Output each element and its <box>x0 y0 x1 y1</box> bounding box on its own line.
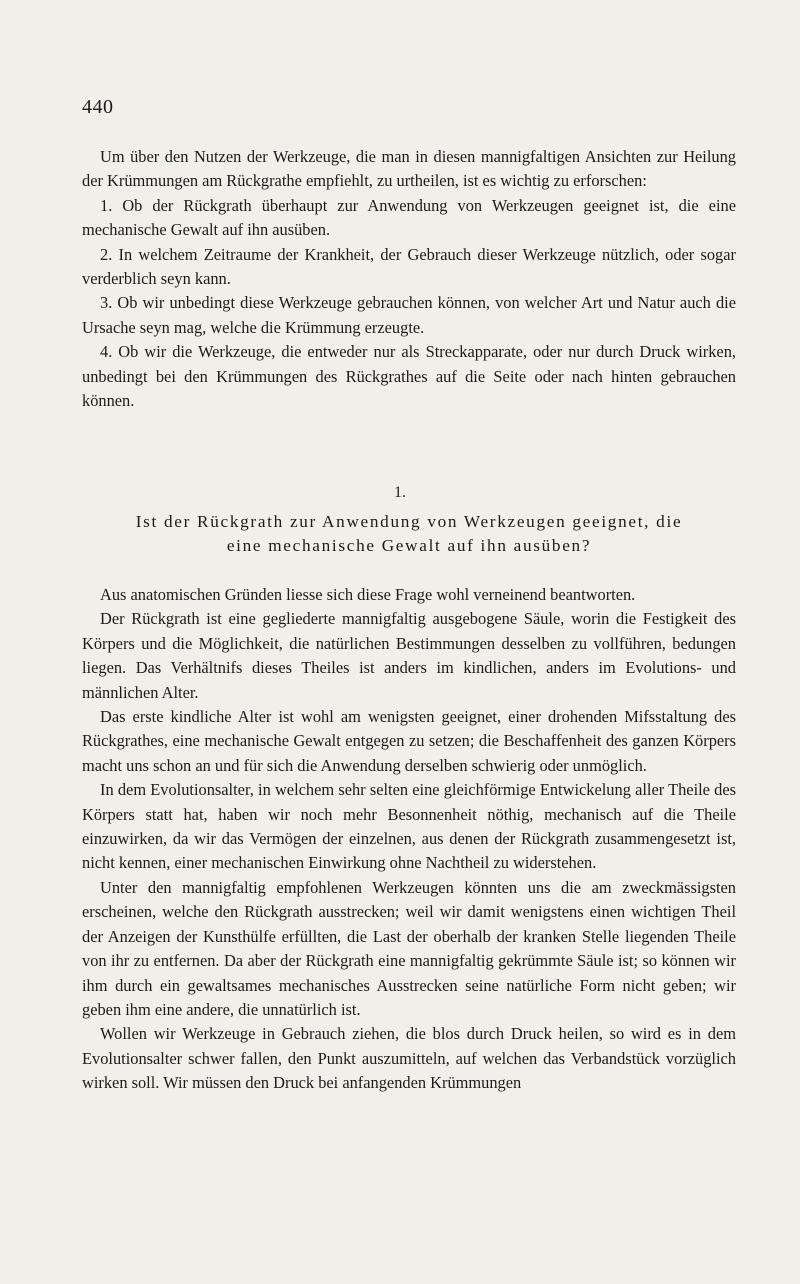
question-item-4: 4. Ob wir die Werkzeuge, die entweder nur als Streckapparate, oder nur durch Druck wirken, unbedingt bei den Krümmungen des Rückgrathes auf die Seite oder nach hinten gebrauchen können. <box>82 342 736 411</box>
intro-paragraph: Um über den Nutzen der Werkzeuge, die man in diesen mannigfaltigen Ansichten zur Heilung der Krümmungen am Rückgrathe empfiehlt, zu urtheilen, ist es wichtig zu erforschen: <box>82 147 736 191</box>
body-paragraph: Aus anatomischen Gründen liesse sich diese Frage wohl verneinend beantworten. <box>100 585 636 604</box>
question-item-1: 1. Ob der Rückgrath überhaupt zur Anwendung von Werkzeugen geeignet ist, die eine mechanische Gewalt auf ihn ausüben. <box>82 195 736 240</box>
body-paragraph: Das erste kindliche Alter ist wohl am wenigsten geeignet, einer drohenden Mifsstaltung des Rückgrathes, eine mechanische Gewalt entgegen zu setzen; die Beschaffenheit des ganzen Körpers macht uns schon an und für sich die Anwendung derselben schwierig oder unmöglich. <box>82 707 736 775</box>
question-item-3: 3. Ob wir unbedingt diese Werkzeuge gebrauchen können, von welcher Art und Natur auch die Ursache seyn mag, welche die Krümmung erzeugte. <box>82 293 736 337</box>
section-heading-line-2: eine mechanische Gewalt auf ihn ausüben? <box>226 536 592 555</box>
section-body <box>82 583 736 1096</box>
body-paragraph: Unter den mannigfaltig empfohlenen Werkzeugen könnten uns die am zweckmässigsten erscheinen, welche den Rückgrath ausstrecken; weil wir damit wenigstens einen wichtigen Theil der Anzeigen der Kunsthülfe erfüllten, die Last der oberhalb der kranken Stelle liegenden Theile von ihr zu entfernen. Da aber der Rückgrath eine mannigfaltig gekrümmte Säule ist; so können wir ihm durch ein gewaltsames mechanisches Ausstrecken seine natürliche Form nicht geben; wir geben ihm eine andere, die unnatürlich ist. <box>82 877 736 1019</box>
intro-text <box>82 145 736 413</box>
question-item-2: 2. In welchem Zeitraume der Krankheit, der Gebrauch dieser Werkzeuge nützlich, oder sogar verderblich seyn kann. <box>82 244 736 289</box>
section-heading <box>82 510 736 558</box>
body-paragraph: Der Rückgrath ist eine gegliederte mannigfaltig ausgebogene Säule, worin die Festigkeit des Körpers und die Möglichkeit, die natürlichen Bestimmungen desselben zu vollführen, bedungen liegen. Das Verhältnifs dieses Theiles ist anders im kindlichen, anders im Evolutions- und männlichen Alter. <box>82 609 736 702</box>
body-paragraph: Wollen wir Werkzeuge in Gebrauch ziehen, die blos durch Druck heilen, so wird es in dem Evolutionsalter schwer fallen, den Punkt auszumitteln, auf welchen das Verbandstück vorzüglich wirken soll. Wir müssen den Druck bei anfangenden Krümmungen <box>82 1024 736 1093</box>
page-number: 440 <box>82 96 114 118</box>
body-paragraph: In dem Evolutionsalter, in welchem sehr selten eine gleichförmige Entwickelung aller Theile des Körpers statt hat, haben wir noch mehr Besonnenheit nöthig, mechanisch auf die Theile einzuwirken, da wir das Vermögen der einzelnen, aus denen der Rückgrath zusammengesetzt ist, nicht kennen, einer mechanischen Einwirkung ohne Nachtheil zu widerstehen. <box>82 780 736 873</box>
section-number: 1. <box>394 484 406 501</box>
section-heading-line-1: Ist der Rückgrath zur Anwendung von Werkzeugen geeignet, die <box>135 512 683 531</box>
